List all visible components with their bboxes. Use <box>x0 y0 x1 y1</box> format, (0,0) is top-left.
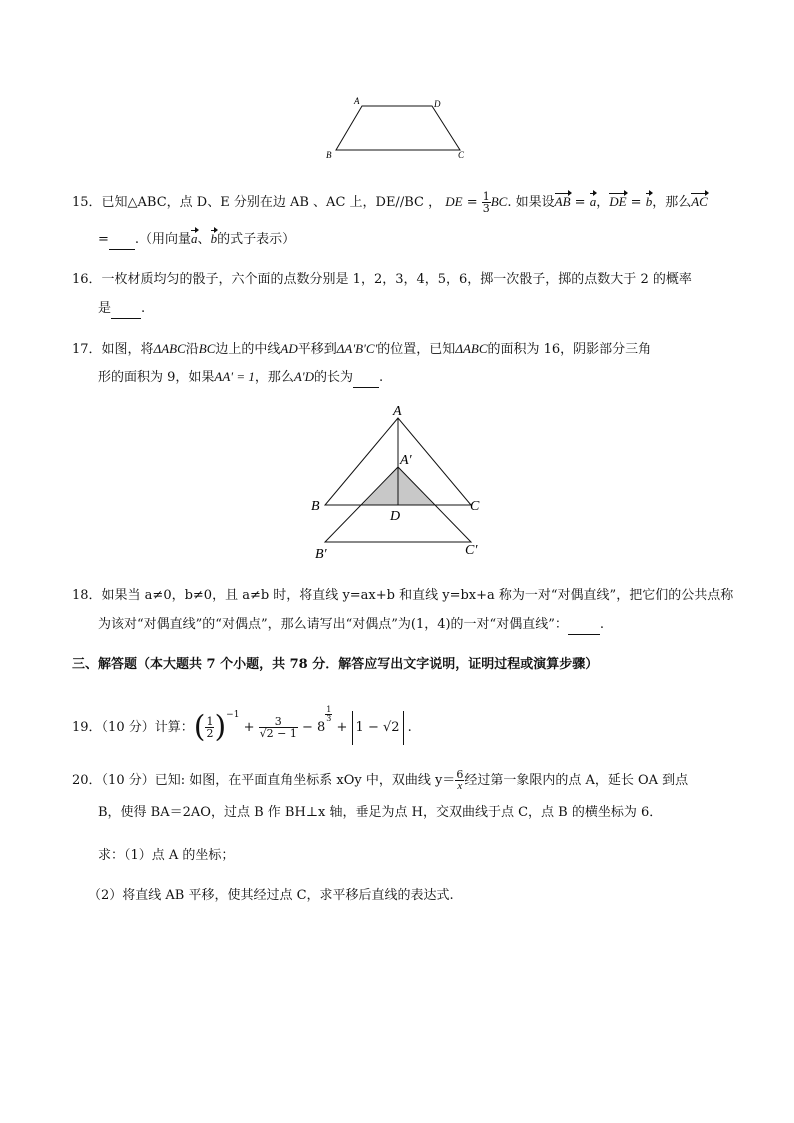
label-C: C <box>470 499 480 514</box>
q17-bc: BC <box>198 341 216 356</box>
label-A-prime: A′ <box>400 453 412 468</box>
q17-aa: AA' = 1 <box>214 369 255 384</box>
q17-text-7: 形的面积为 9，如果 <box>98 370 215 385</box>
q17-text-9: 的长为 <box>313 370 353 385</box>
q20-frac-num: 6 <box>456 768 464 781</box>
label-D: D <box>434 99 441 109</box>
q15-fraction <box>482 191 491 214</box>
label-C: C <box>458 150 465 160</box>
q17-text-8: ，那么 <box>254 370 294 385</box>
q17-ad2: A'D <box>293 369 314 384</box>
question-17-line2 <box>98 367 383 388</box>
q15-eq-b: = <box>626 195 646 210</box>
vector-AC: AC <box>691 192 708 212</box>
q16-answer-blank <box>111 298 141 319</box>
vector-a: a <box>590 192 597 212</box>
label-D: D <box>390 509 401 524</box>
question-19 <box>72 698 412 745</box>
q15-number: 15． <box>72 195 102 210</box>
question-16-line1 <box>72 270 692 290</box>
q19-absolute-value: 1 − √2 <box>352 711 404 745</box>
q19-minus: − 8 <box>297 720 326 735</box>
q15-eq2: = <box>98 232 109 247</box>
question-15-line1 <box>72 191 708 214</box>
q19-exp-1: −1 <box>226 710 240 720</box>
q19-number: 19． <box>72 720 102 735</box>
q19-lparen: ( <box>193 709 206 745</box>
question-20-line1 <box>72 766 688 796</box>
label-B: B <box>311 499 320 514</box>
q19-plus: + <box>239 720 259 735</box>
q15-text-5: 的式子表示） <box>217 232 296 247</box>
q20-text-1: （10 分）已知: 如图，在平面直角坐标系 xOy 中，双曲线 y＝ <box>101 773 456 788</box>
q15-frac-num: 1 <box>482 190 490 203</box>
q16-text-2: 是 <box>98 301 112 316</box>
q20-fraction <box>455 769 464 792</box>
q18-text-1: 如果当 a≠0，b≠0，且 a≠b 时，将直线 y=ax+b 和直线 y=bx+a 称为一对“对偶直线”，把它们的公共点称 <box>101 588 734 603</box>
q15-answer-blank <box>109 229 135 250</box>
vector-b-2: b <box>211 229 218 249</box>
question-18-line2 <box>98 614 604 635</box>
q15-frac-den: 3 <box>482 202 490 215</box>
label-C-prime: C′ <box>465 543 478 558</box>
question-20-line4: （2）将直线 AB 平移，使其经过点 C，求平移后直线的表达式. <box>88 888 454 903</box>
q16-number: 16． <box>72 272 102 287</box>
question-20-line2: B，使得 BA＝2AO，过点 B 作 BH⊥x 轴，垂足为点 H，交双曲线于点 C，点 B 的横坐标为 6． <box>98 805 663 820</box>
q17-text-4: 平移到 <box>297 342 337 357</box>
trapezoid-figure <box>320 92 480 164</box>
triangle-translation-figure <box>305 400 505 565</box>
q16-text-3: . <box>141 301 146 316</box>
question-18-line1 <box>72 586 733 606</box>
q19-f2-num: 3 <box>259 716 298 728</box>
q17-number: 17． <box>72 342 102 357</box>
q15-eq-a: = <box>570 195 590 210</box>
vector-DE: DE <box>609 192 626 212</box>
q17-text-3: 边上的中线 <box>215 342 281 357</box>
q15-text-3: ，那么 <box>652 195 692 210</box>
q15-eq: = <box>462 195 482 210</box>
q18-answer-blank <box>568 614 600 635</box>
q19-prefix: （10 分）计算： <box>101 720 194 735</box>
q18-number: 18． <box>72 588 102 603</box>
q20-number: 20． <box>72 773 102 788</box>
q18-text-2: 为该对“对偶直线”的“对偶点”，那么请写出“对偶点”为(1，4)的一对“对偶直线”： <box>98 617 568 632</box>
q17-text-10: . <box>378 370 384 385</box>
q19-rparen: ) <box>214 709 227 745</box>
vector-AB: AB <box>555 192 571 212</box>
q17-text-2: 沿 <box>185 342 199 357</box>
trapezoid-shape <box>336 106 460 150</box>
q19-exp2-den: 3 <box>326 714 332 723</box>
q19-f1-num: 1 <box>206 715 214 728</box>
question-16-line2 <box>98 298 145 319</box>
q17-answer-blank <box>353 367 379 388</box>
q19-f1-den: 2 <box>206 727 214 740</box>
vector-a-2: a <box>191 229 198 249</box>
q17-text-5: 的位置，已知 <box>377 342 456 357</box>
q19-end: . <box>403 720 412 735</box>
label-B: B <box>326 150 332 160</box>
section-3-heading: 三、解答题（本大题共 7 个小题，共 78 分．解答应写出文字说明，证明过程或演算步骤） <box>72 657 599 672</box>
q19-fraction-2 <box>259 716 298 739</box>
q15-comma: ， <box>596 195 610 210</box>
q20-frac-den: x <box>457 780 463 792</box>
vector-b: b <box>646 192 653 212</box>
q15-text-1: 已知△ABC，点 D、E 分别在边 AB 、AC 上，DE//BC ， <box>101 195 442 210</box>
q15-de: DE <box>445 194 463 209</box>
label-A: A <box>393 404 402 419</box>
question-20-line3: 求：（1）点 A 的坐标； <box>98 848 235 863</box>
q20-text-2: 经过第一象限内的点 A，延长 OA 到点 <box>464 773 689 788</box>
q17-tri2: ΔA'B'C' <box>336 341 378 356</box>
label-B-prime: B′ <box>315 547 327 562</box>
q19-exp2-num: 1 <box>326 705 332 714</box>
q15-bc: BC <box>490 194 508 209</box>
q19-plus-2: + <box>332 720 352 735</box>
q15-text-2: . 如果设 <box>507 195 555 210</box>
q17-tri1: ΔABC <box>153 341 186 356</box>
q18-text-3: . <box>599 617 604 632</box>
question-17-line1 <box>72 339 651 360</box>
question-15-line2 <box>98 229 295 250</box>
q17-ad: AD <box>280 341 298 356</box>
q17-text-6: 的面积为 16，阴影部分三角 <box>487 342 652 357</box>
q15-sep: 、 <box>197 232 211 247</box>
q15-text-4: .（用向量 <box>134 232 192 247</box>
q16-text-1: 一枚材质均匀的骰子，六个面的点数分别是 1，2，3，4，5，6，掷一次骰子，掷的点数大于 2 的概率 <box>101 272 692 287</box>
label-A: A <box>354 96 360 106</box>
q17-text-1: 如图，将 <box>101 342 154 357</box>
q19-f2-den: √2 − 1 <box>259 727 297 740</box>
q17-tri3: ΔABC <box>455 341 488 356</box>
